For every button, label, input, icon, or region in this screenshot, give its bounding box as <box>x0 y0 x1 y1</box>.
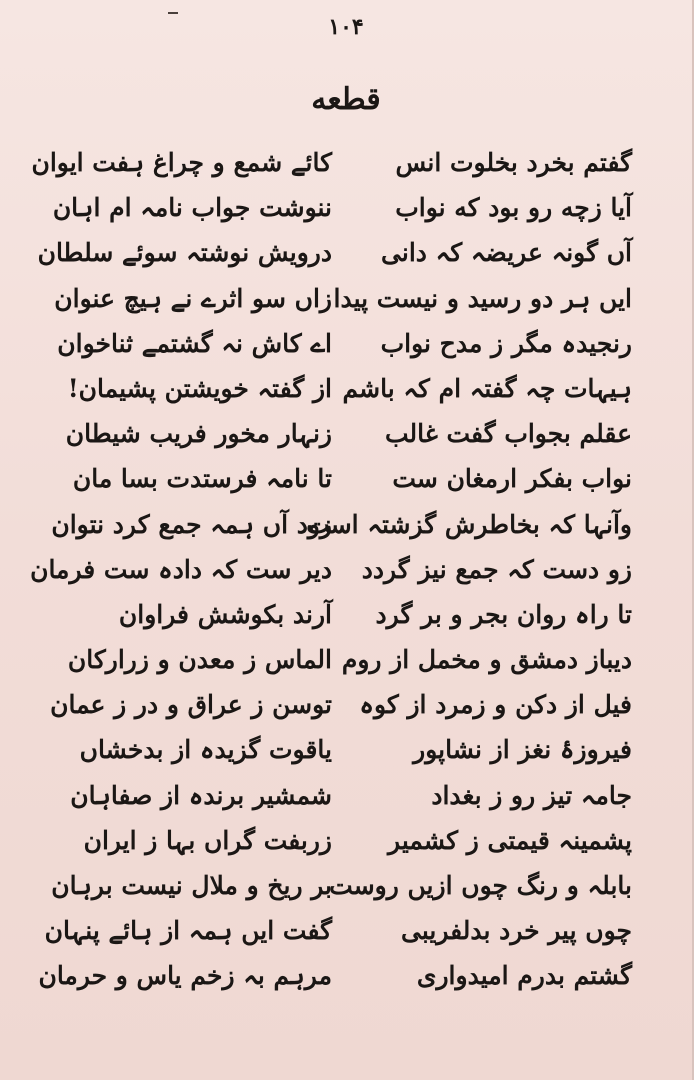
verse-line: بر ریخ و ملال نیست برہان <box>51 871 332 900</box>
right-verse-column <box>306 140 632 999</box>
verse-line: اے کاش نہ گشتمے ثناخوان <box>57 328 332 358</box>
verse-line: جامہ تیز رو ز بغداد <box>431 780 632 810</box>
verse-line: الماس ز معدن و زرارکان <box>67 645 332 675</box>
verse-line: تا راہ روان بجر و بر گرد <box>375 599 632 629</box>
left-verse-column <box>32 140 332 999</box>
verse-line: تا نامہ فرستدت بسا مان <box>72 464 332 494</box>
verse-line: گفتم بخرد بخلوت انس <box>395 148 632 177</box>
verse-line: ایں ہر دو رسید و نیست پیدا <box>333 283 632 313</box>
verse-line: پشمینہ قیمتی ز کشمیر <box>388 825 632 855</box>
verse-line: دیر ست کہ دادہ ست فرمان <box>30 554 332 584</box>
verse-line: شمشیر برندہ از صفاہان <box>70 780 332 810</box>
verse-line: مرہم بہ زخم یاس و حرمان <box>38 961 332 991</box>
verse-line: ہیہات چہ گفتہ ام کہ باشم <box>342 373 632 403</box>
verse-line: چوں پیر خرد بدلفریبی <box>401 916 632 946</box>
verse-line: فیل از دکن و زمرد از کوہ <box>359 690 632 720</box>
verse-line: زاں سو اثرے نے ہیچ عنوان <box>54 283 332 313</box>
verse-line: وآنہا کہ بخاطرش گزشتہ است <box>306 509 632 539</box>
verse-line: گشتم بدرم امیدواری <box>416 961 632 991</box>
verse-line: رنجیدہ مگر ز مدح نواب <box>380 328 632 358</box>
verse-line: بابلہ و رنگ چوں ازیں روست <box>329 871 632 900</box>
verse-line: یاقوت گزیدہ از بدخشاں <box>79 735 332 765</box>
verse-line: گفت ایں ہمہ از ہائے پنہان <box>44 916 332 946</box>
verse-line: زود آں ہمہ جمع کرد نتوان <box>51 509 332 539</box>
verse-line: آں گونہ عریضہ کہ دانی <box>381 238 632 268</box>
verse-line: آیا زچه رو بود که نواب <box>395 193 632 223</box>
verse-line: از گفتہ خویشتن پشیمان! <box>67 373 332 403</box>
verse-line: توسن ز عراق و در ز عمان <box>50 690 332 720</box>
verse-line: درویش نوشتہ سوئے سلطان <box>37 238 332 268</box>
section-heading: قطعه <box>311 82 381 117</box>
verse-line: ننوشت جواب نامہ ام اہان <box>52 193 332 223</box>
verse-line: زربفت گراں بہا ز ایران <box>83 825 332 855</box>
verse-line: زو دست کہ جمع نیز گردد <box>361 554 632 584</box>
verse-line: آرند بکوشش فراوان <box>118 599 332 629</box>
page-number: ۱۰۴ <box>328 14 364 40</box>
verse-line: زنہار مخور فریب شیطان <box>65 419 332 449</box>
verse-line: کائے شمع و چراغ ہفت ایوان <box>31 148 332 177</box>
verse-line: فیروزۂ نغز از نشاپور <box>413 735 632 765</box>
verse-line: دیباز دمشق و مخمل از روم <box>341 645 632 675</box>
verse-line: نواب بفکر ارمغان ست <box>392 464 632 494</box>
verse-line: عقلم بجواب گفت غالب <box>384 419 632 449</box>
